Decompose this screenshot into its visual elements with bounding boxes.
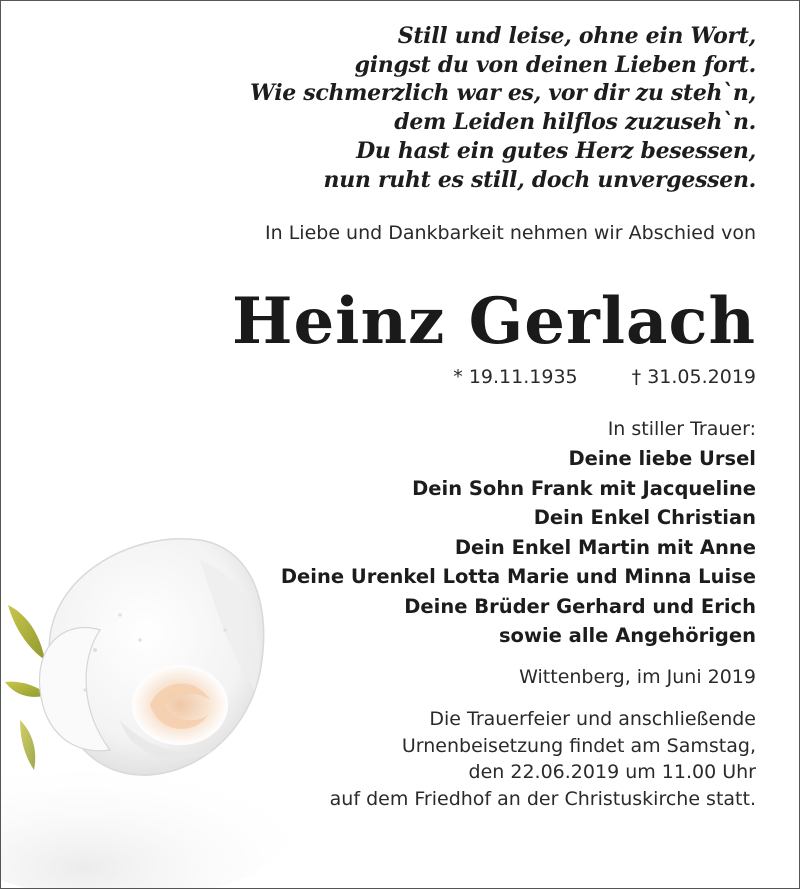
intro-text: In Liebe und Dankbarkeit nehmen wir Abschied von xyxy=(265,222,756,244)
mourners-label: In stiller Trauer: xyxy=(607,418,756,440)
mourner-line: sowie alle Angehörigen xyxy=(498,624,756,647)
mourner-line: Deine Urenkel Lotta Marie und Minna Luise xyxy=(280,565,756,588)
mourner-line: Deine Brüder Gerhard und Erich xyxy=(404,594,756,618)
poem xyxy=(250,22,756,194)
deceased-name: Heinz Gerlach xyxy=(231,284,756,359)
poem-line: dem Leiden hilflos zuzuseh`n. xyxy=(394,109,756,136)
funeral-line: Urnenbeisetzung findet am Samstag, xyxy=(401,734,756,757)
poem-line: nun ruht es still, doch unvergessen. xyxy=(323,166,756,193)
poem-line: Wie schmerzlich war es, vor dir zu steh`n, xyxy=(250,80,756,107)
life-dates xyxy=(453,364,756,390)
poem-line: Du hast ein gutes Herz besessen, xyxy=(356,137,756,164)
poem-line: gingst du von deinen Lieben fort. xyxy=(354,51,756,78)
mourner-line: Dein Enkel Martin mit Anne xyxy=(454,535,756,559)
mourner-line: Deine liebe Ursel xyxy=(568,447,756,470)
mourners-block xyxy=(281,414,756,651)
poem-line: Still und leise, ohne ein Wort, xyxy=(397,23,756,49)
place-date: Wittenberg, im Juni 2019 xyxy=(519,666,756,688)
white-rose-image xyxy=(0,520,300,889)
mourner-line: Dein Sohn Frank mit Jacqueline xyxy=(412,476,756,500)
funeral-info xyxy=(330,706,756,812)
funeral-line: auf dem Friedhof an der Christuskirche statt. xyxy=(329,787,756,810)
birth-date: * 19.11.1935 xyxy=(453,366,578,388)
mourner-line: Dein Enkel Christian xyxy=(533,506,756,529)
death-date: † 31.05.2019 xyxy=(631,366,756,388)
funeral-line: Die Trauerfeier und anschließende xyxy=(429,708,756,730)
funeral-line: den 22.06.2019 um 11.00 Uhr xyxy=(468,761,756,783)
